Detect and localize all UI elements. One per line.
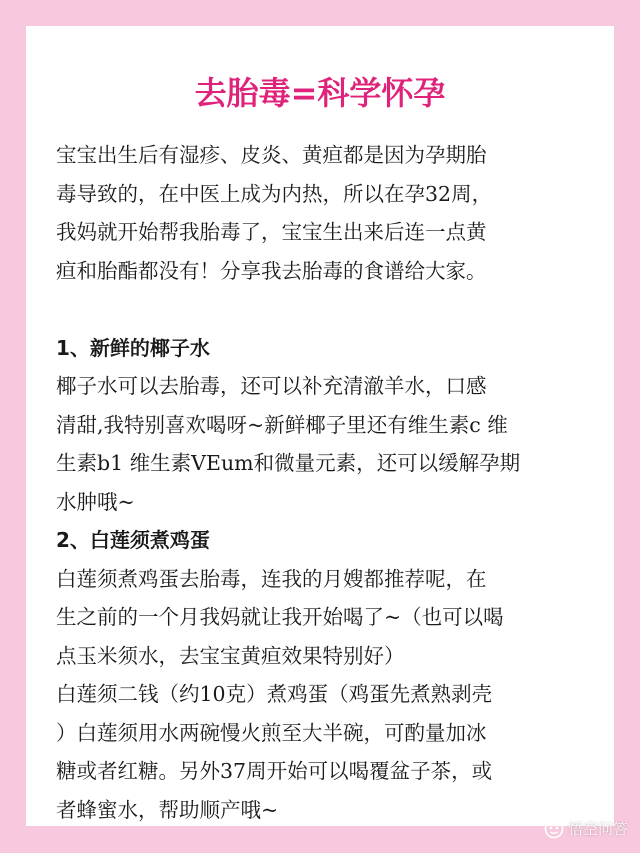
watermark <box>544 818 628 839</box>
section-line: 白莲须二钱（约10克）煮鸡蛋（鸡蛋先煮熟剥壳 <box>56 682 493 706</box>
wukong-logo-icon <box>544 819 564 839</box>
section-heading: 2、白莲须煮鸡蛋 <box>56 528 210 552</box>
section-line: 椰子水可以去胎毒，还可以补充清澈羊水，口感 <box>56 374 487 398</box>
intro-line: 我妈就开始帮我胎毒了，宝宝生出来后连一点黄 <box>56 220 487 244</box>
section-line: 糖或者红糖。另外37周开始可以喝覆盆子茶，或 <box>56 759 493 783</box>
article-body <box>56 136 596 829</box>
section-line: 生之前的一个月我妈就让我开始喝了~（也可以喝 <box>56 605 504 629</box>
watermark-text: 悟空问答 <box>567 820 628 838</box>
paragraph-spacer <box>56 290 596 329</box>
section-line: ）白莲须用水两碗慢火煎至大半碗，可酌量加冰 <box>56 720 487 745</box>
section-heading: 1、新鲜的椰子水 <box>56 335 210 360</box>
intro-line: 疸和胎酯都没有！分享我去胎毒的食谱给大家。 <box>56 258 487 283</box>
section-line: 生素b1 维生素VEum和微量元素，还可以缓解孕期 <box>56 451 521 475</box>
intro-line: 毒导致的，在中医上成为内热，所以在孕32周， <box>56 181 493 206</box>
section-line: 者蜂蜜水，帮助顺产哦~ <box>56 797 279 822</box>
intro-paragraph <box>56 136 596 290</box>
section-line: 清甜,我特别喜欢喝呀~新鲜椰子里还有维生素c 维 <box>56 412 508 437</box>
section-lotus-egg <box>56 521 596 829</box>
content-card <box>26 26 614 826</box>
section-line: 白莲须煮鸡蛋去胎毒，连我的月嫂都推荐呢，在 <box>56 566 487 591</box>
section-line: 水肿哦~ <box>56 489 135 514</box>
intro-line: 宝宝出生后有湿疹、皮炎、黄疸都是因为孕期胎 <box>56 143 487 167</box>
section-coconut-water <box>56 329 596 522</box>
page-title: 去胎毒=科学怀孕 <box>194 74 446 112</box>
section-line: 点玉米须水，去宝宝黄疸效果特别好） <box>56 643 405 668</box>
